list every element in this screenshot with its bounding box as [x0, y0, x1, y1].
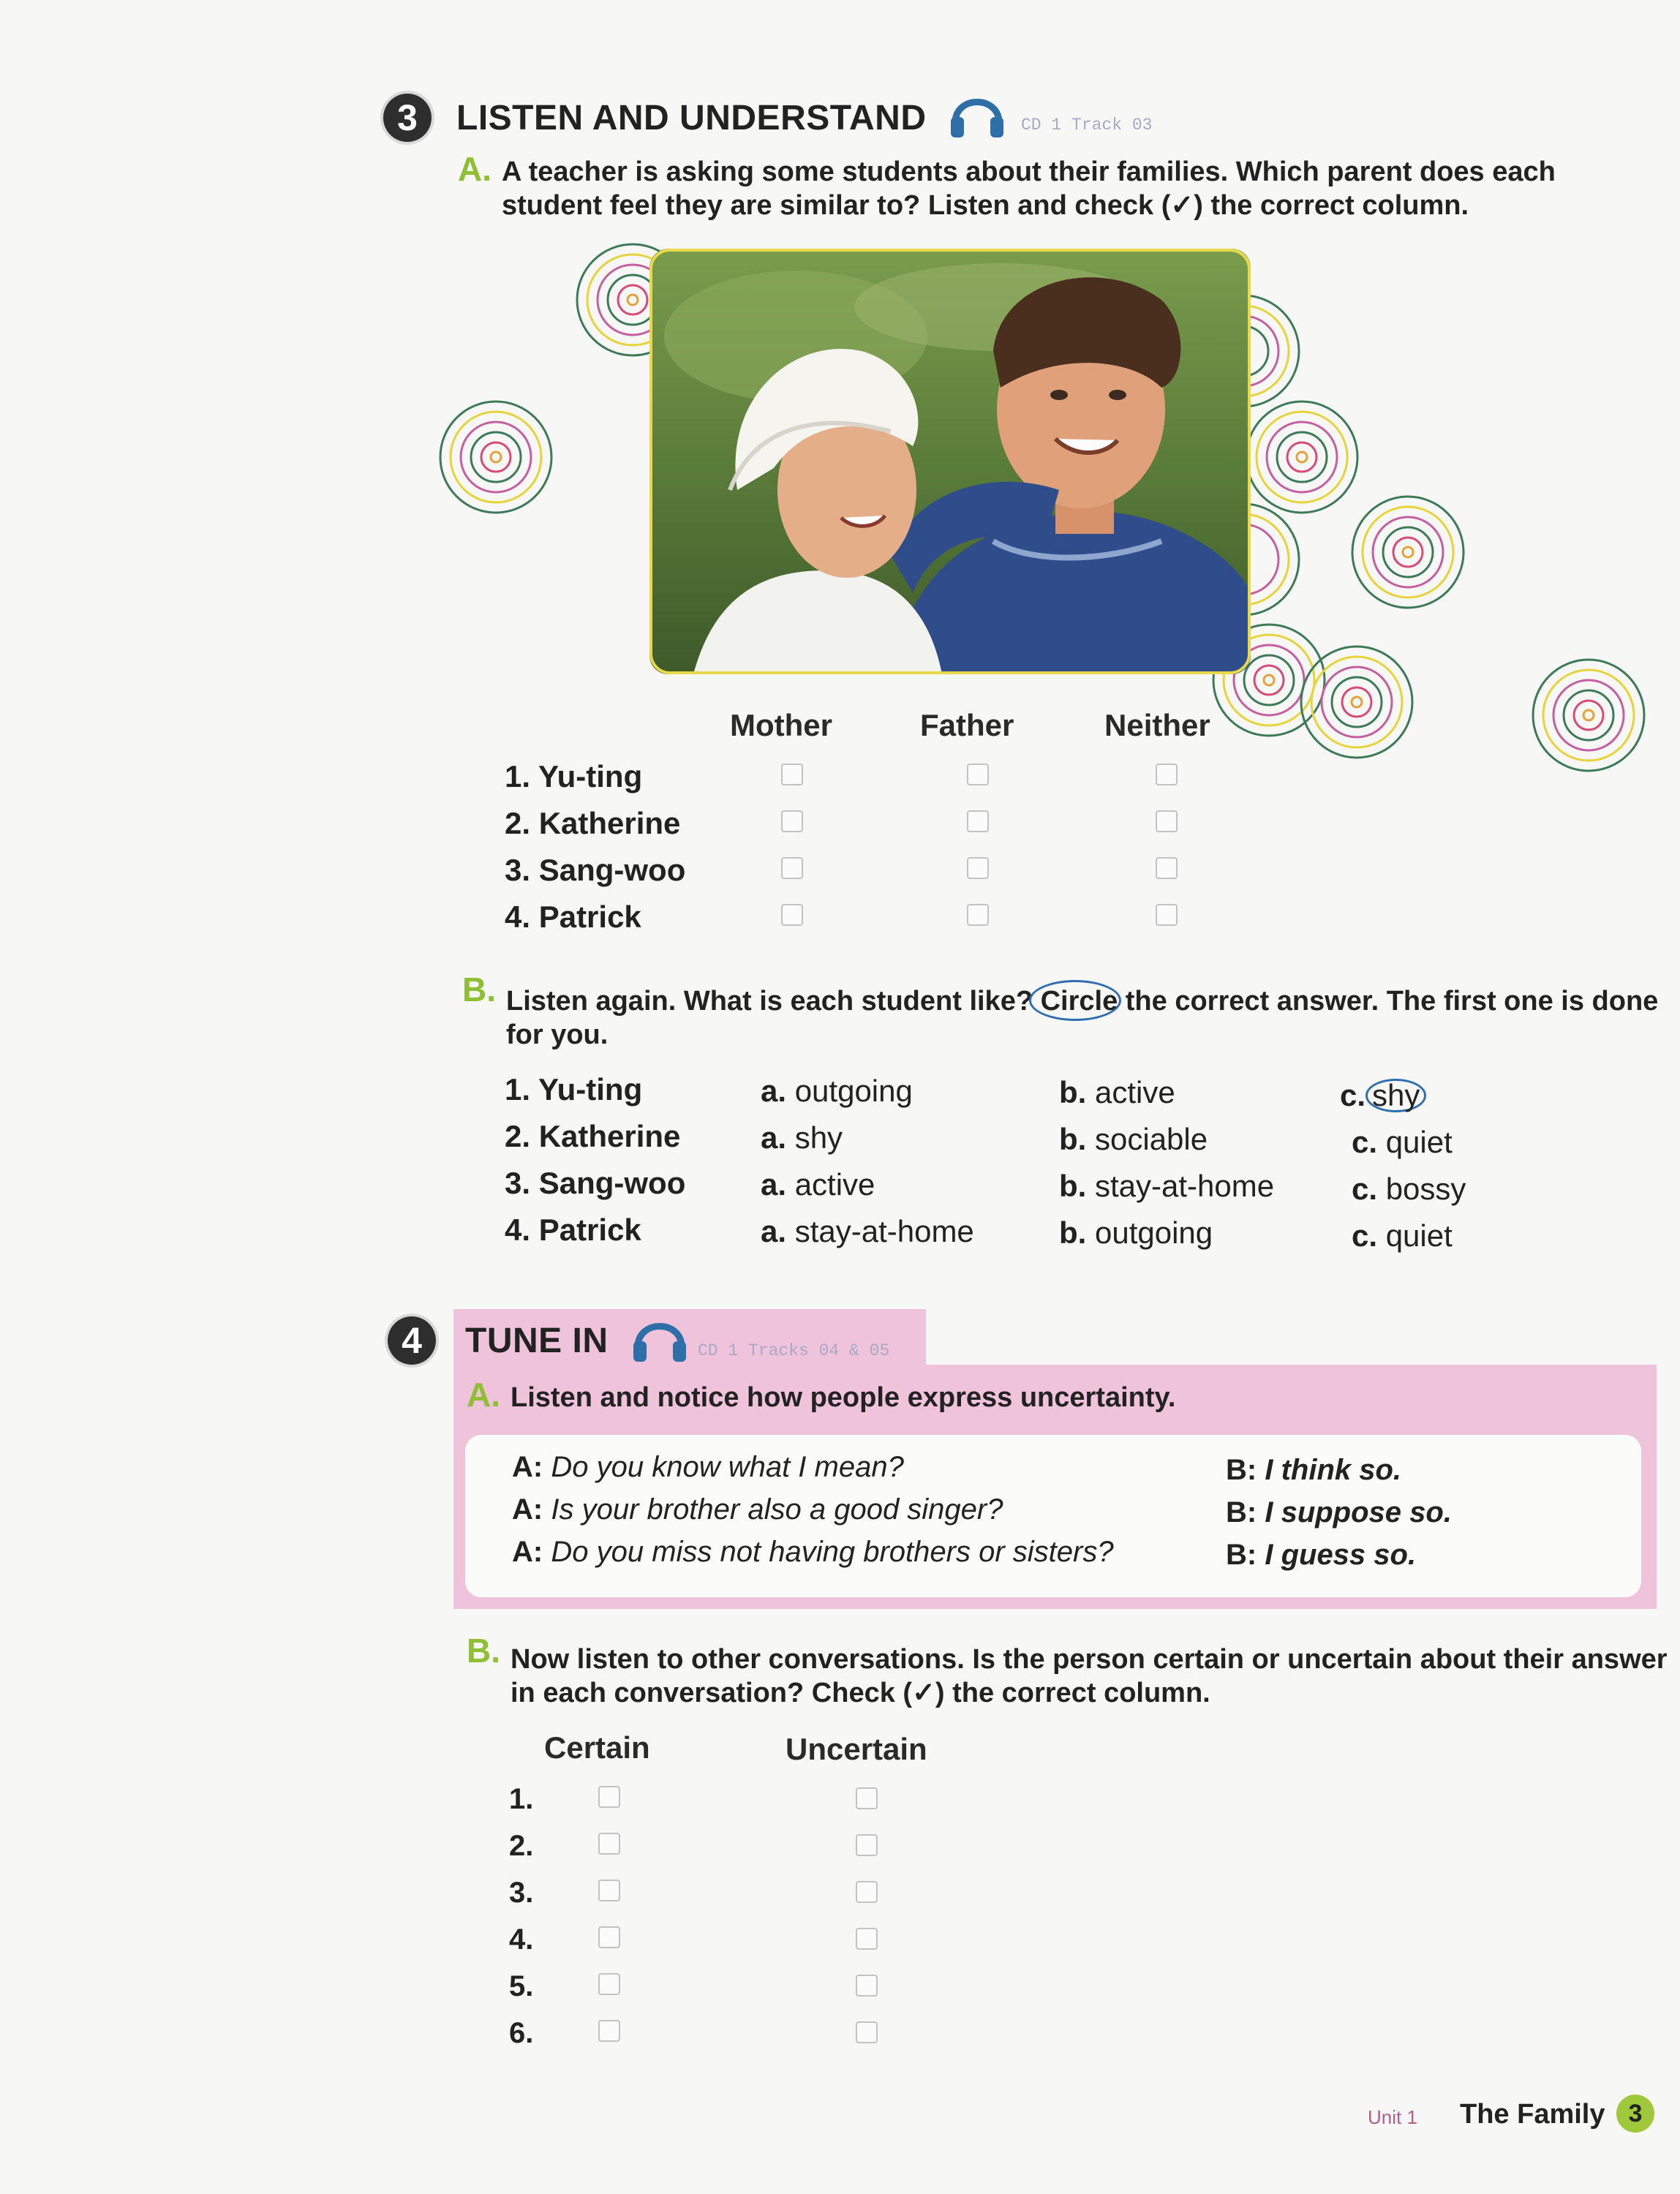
option-text: sociable: [1095, 1122, 1208, 1156]
answer-option-b[interactable]: b. outgoing: [1059, 1215, 1213, 1250]
dialogue-question: Is your brother also a good singer?: [551, 1493, 1003, 1526]
photo-mother-and-son: [649, 249, 1251, 674]
checkbox-certain-4[interactable]: [598, 1926, 620, 1948]
option-text: bossy: [1385, 1172, 1466, 1206]
student-name: 3. Sang-woo: [505, 1166, 686, 1200]
checkbox-uncertain-1[interactable]: [856, 1787, 878, 1809]
dialogue-line: [512, 1451, 904, 1484]
checkbox-certain-3[interactable]: [598, 1880, 620, 1901]
checkbox-uncertain-4[interactable]: [856, 1928, 878, 1950]
answer-option-a[interactable]: a. outgoing: [761, 1074, 913, 1108]
answer-option-a[interactable]: a. active: [761, 1167, 875, 1202]
circle-decoration: [1533, 660, 1644, 771]
checkbox-certain-1[interactable]: [598, 1786, 620, 1808]
checkbox-yuting-father[interactable]: [967, 764, 989, 785]
student-name: 2. Katherine: [505, 806, 681, 840]
circle-mark: [1029, 980, 1121, 1021]
student-name: 4. Patrick: [505, 900, 641, 934]
speaker-label: A:: [512, 1536, 543, 1568]
dialogue-line: [512, 1493, 1003, 1526]
checkbox-uncertain-5[interactable]: [856, 1975, 878, 1997]
checkbox-sangwoo-father[interactable]: [967, 857, 989, 879]
instruction-line: A teacher is asking some students about their families. Which parent does each: [502, 157, 1556, 187]
checkbox-katherine-neither[interactable]: [1156, 810, 1178, 832]
answer-option-b[interactable]: b. sociable: [1059, 1122, 1208, 1156]
response-text: I think so.: [1265, 1454, 1402, 1486]
track-label: CD 1 Tracks 04 & 05: [698, 1341, 890, 1360]
checkbox-yuting-mother[interactable]: [781, 764, 803, 785]
option-text-circled: shy: [1366, 1079, 1426, 1112]
option-text: stay-at-home: [1095, 1169, 1275, 1203]
dialogue-line: [512, 1536, 1114, 1569]
item-number: 3.: [509, 1877, 534, 1909]
dialogue-response: [1226, 1496, 1452, 1529]
checkbox-patrick-neither[interactable]: [1156, 904, 1178, 926]
answer-option-c[interactable]: c. quiet: [1352, 1125, 1453, 1159]
checkbox-katherine-mother[interactable]: [781, 810, 803, 832]
track-label: CD 1 Track 03: [1021, 116, 1153, 135]
part-letter: B.: [462, 970, 496, 1009]
checkbox-certain-5[interactable]: [598, 1973, 620, 1995]
answer-option-c[interactable]: c. quiet: [1352, 1218, 1453, 1253]
dialogue-response: [1226, 1539, 1416, 1572]
checkbox-sangwoo-neither[interactable]: [1156, 857, 1178, 879]
checkbox-sangwoo-mother[interactable]: [781, 857, 803, 879]
column-header-certain: Certain: [544, 1730, 650, 1765]
item-number: 5.: [509, 1970, 534, 2002]
circle-decoration: [1246, 402, 1357, 513]
section-number-badge: 4: [388, 1316, 436, 1365]
footer-unit-title: The Family: [1460, 2099, 1605, 2130]
circle-decoration: [1301, 646, 1412, 758]
instruction-line: Now listen to other conversations. Is the person certain or uncertain about their answer: [511, 1644, 1668, 1675]
circle-decoration: [1352, 497, 1464, 608]
speaker-label: B:: [1226, 1539, 1257, 1571]
part-letter: A.: [458, 150, 491, 188]
student-name: 1. Yu-ting: [505, 759, 643, 793]
footer-unit-label: Unit 1: [1368, 2106, 1417, 2128]
instruction-line: student feel they are similar to? Listen and check (✓) the correct column.: [502, 190, 1469, 221]
response-text: I suppose so.: [1265, 1496, 1452, 1528]
page-number-badge: 3: [1616, 2095, 1654, 2133]
instruction-line: Listen and notice how people express uncertainty.: [511, 1382, 1176, 1413]
answer-option-b[interactable]: b. active: [1059, 1075, 1175, 1109]
checkbox-patrick-father[interactable]: [967, 904, 989, 926]
checkbox-uncertain-6[interactable]: [856, 2021, 878, 2043]
instruction-line: for you.: [506, 1019, 609, 1050]
item-number: 4.: [509, 1923, 534, 1956]
student-name: 1. Yu-ting: [505, 1072, 643, 1107]
speaker-label: B:: [1226, 1454, 1257, 1486]
answer-option-a[interactable]: a. stay-at-home: [761, 1214, 974, 1248]
item-number: 2.: [509, 1830, 534, 1862]
item-number: 1.: [509, 1783, 534, 1815]
option-text: quiet: [1385, 1125, 1453, 1159]
item-number: 6.: [509, 2017, 534, 2049]
checkbox-katherine-father[interactable]: [967, 810, 989, 832]
answer-option-c[interactable]: c. bossy: [1352, 1172, 1466, 1206]
speaker-label: B:: [1226, 1496, 1257, 1528]
student-name: 3. Sang-woo: [505, 853, 686, 887]
student-name: 2. Katherine: [505, 1119, 681, 1153]
instruction-line: in each conversation? Check (✓) the correct column.: [511, 1678, 1210, 1708]
section-number-badge: 3: [383, 94, 432, 142]
option-text: shy: [794, 1120, 843, 1155]
part-letter: A.: [467, 1376, 500, 1414]
option-text: quiet: [1385, 1218, 1453, 1253]
column-header-uncertain: Uncertain: [786, 1732, 927, 1766]
speaker-label: A:: [512, 1451, 543, 1483]
option-text: active: [1095, 1075, 1175, 1109]
circle-decoration: [440, 402, 551, 513]
column-header-mother: Mother: [730, 708, 832, 742]
checkbox-uncertain-2[interactable]: [856, 1834, 878, 1856]
checkbox-patrick-mother[interactable]: [781, 904, 803, 926]
option-text: outgoing: [1095, 1215, 1213, 1250]
checkbox-certain-6[interactable]: [598, 2020, 620, 2042]
headphones-icon: [630, 1312, 689, 1365]
student-name: 4. Patrick: [505, 1213, 641, 1247]
option-text: stay-at-home: [794, 1214, 974, 1248]
section-title: LISTEN AND UNDERSTAND: [456, 99, 927, 137]
answer-option-c[interactable]: c. shy: [1340, 1078, 1426, 1113]
part-letter: B.: [467, 1632, 500, 1670]
section-title: TUNE IN: [465, 1322, 609, 1360]
dialogue-question: Do you miss not having brothers or sisters?: [551, 1536, 1114, 1568]
speaker-label: A:: [512, 1493, 543, 1526]
answer-option-b[interactable]: b. stay-at-home: [1059, 1169, 1275, 1203]
checkbox-certain-2[interactable]: [598, 1833, 620, 1855]
instruction-line: Listen again. What is each student like? Circle the correct answer. The first one is done: [506, 986, 1659, 1017]
checkbox-uncertain-3[interactable]: [856, 1881, 878, 1903]
column-header-neither: Neither: [1104, 708, 1210, 742]
option-text: outgoing: [794, 1074, 913, 1108]
dialogue-question: Do you know what I mean?: [551, 1451, 904, 1483]
answer-option-a[interactable]: a. shy: [761, 1120, 843, 1155]
checkbox-yuting-neither[interactable]: [1156, 764, 1178, 785]
option-text: active: [794, 1167, 875, 1202]
dialogue-response: [1226, 1454, 1401, 1487]
response-text: I guess so.: [1265, 1539, 1417, 1571]
column-header-father: Father: [920, 708, 1014, 742]
